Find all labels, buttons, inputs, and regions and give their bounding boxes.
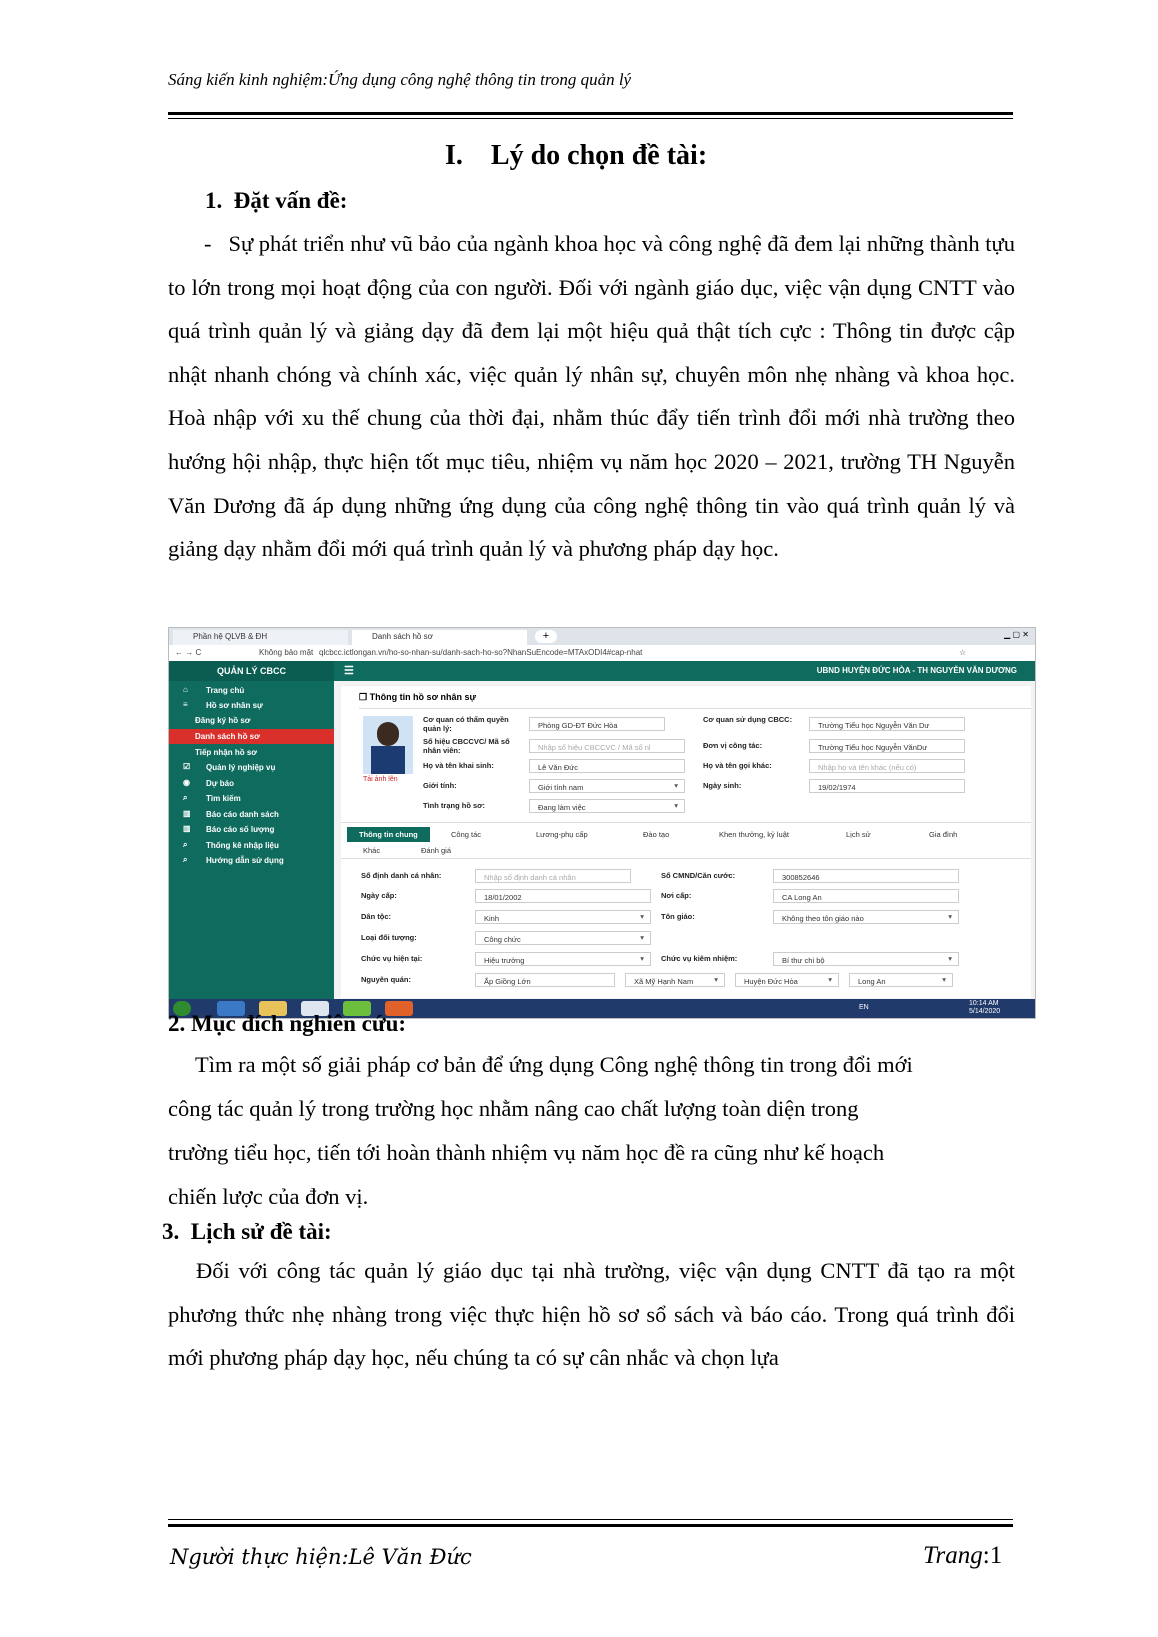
nav-forecast[interactable]: ◉ Dự báo xyxy=(183,778,235,788)
label-religion: Tôn giáo: xyxy=(661,912,695,921)
org-name[interactable]: UBND HUYỆN ĐỨC HÒA - TH NGUYỄN VĂN DƯƠNG xyxy=(816,666,1017,675)
label-birthdate: Ngày sinh: xyxy=(703,781,742,790)
label-issue-date: Ngày cấp: xyxy=(361,891,397,900)
header-rule xyxy=(168,112,1013,115)
chart-icon: ▥ xyxy=(183,824,191,833)
clock-date[interactable]: 5/14/2020 xyxy=(969,1008,1001,1015)
tab-history[interactable]: Lịch sử xyxy=(846,830,871,839)
paragraph-3: Đối với công tác quản lý giáo dục tại nhà trường, việc vận dụng CNTT đã tạo ra một phương thức nhẹ nhàng trong việc thực hiện hồ sơ sổ sách và báo cáo. Trong quá trình đổi mới phương pháp dạy học, nếu chúng ta có sự cân nhắc và chọn lựa xyxy=(168,1258,1015,1371)
folder-icon: ❐ xyxy=(359,692,370,702)
label-issue-place: Nơi cấp: xyxy=(661,891,692,900)
subsection-3-heading: 3. Lịch sử đề tài: xyxy=(162,1219,332,1244)
window-controls-icon[interactable]: ▁ ▢ ✕ xyxy=(1004,630,1029,639)
hometown-district-select[interactable]: Huyện Đức Hòa ▾ xyxy=(735,973,839,987)
running-header: Sáng kiến kinh nghiệm:Ứng dụng công nghệ thông tin trong quản lý xyxy=(168,70,632,89)
list-icon: ≡ xyxy=(183,700,188,709)
birthdate-input[interactable]: 19/02/1974 xyxy=(809,779,965,793)
fullname-input[interactable]: Lê Văn Đức xyxy=(529,759,685,773)
star-icon[interactable]: ☆ xyxy=(959,648,967,657)
browser-tabbar xyxy=(169,628,1035,645)
label-fullname: Họ và tên khai sinh: xyxy=(423,761,494,770)
nav-receive[interactable]: Tiếp nhận hồ sơ xyxy=(195,748,257,757)
label-agency: Cơ quan sử dụng CBCC: xyxy=(703,715,793,724)
othername-input[interactable]: Nhập họ và tên khác (nếu có) xyxy=(809,759,965,773)
ethnicity-select[interactable]: Kinh ▾ xyxy=(475,910,651,924)
label-concurrent: Chức vụ kiêm nhiệm: xyxy=(661,954,738,963)
status-select[interactable]: Đang làm việc ▾ xyxy=(529,799,685,813)
nav-records[interactable]: ≡ Hồ sơ nhân sự xyxy=(183,700,263,710)
id-card-input[interactable]: 300852646 xyxy=(773,869,959,883)
panel-title: ❐ Thông tin hồ sơ nhân sự xyxy=(359,692,476,702)
nav-register[interactable]: Đăng ký hồ sơ xyxy=(195,716,251,725)
label-status: Tình trạng hồ sơ: xyxy=(423,801,485,810)
check-icon: ☑ xyxy=(183,762,191,771)
footer-rule xyxy=(168,1524,1013,1527)
browser-tab-1[interactable]: Phần hệ QLVB & ĐH xyxy=(173,630,348,645)
tab-training[interactable]: Đào tạo xyxy=(643,830,670,839)
tab-evaluation[interactable]: Đánh giá xyxy=(421,846,452,855)
forecast-icon: ◉ xyxy=(183,778,190,787)
nav-arrows-icon[interactable]: ← → C xyxy=(175,648,202,657)
label-othername: Họ và tên gọi khác: xyxy=(703,761,772,770)
nav-business[interactable]: ☑ Quản lý nghiệp vụ xyxy=(183,762,276,772)
tab-salary[interactable]: Lương-phụ cấp xyxy=(536,830,588,839)
home-icon: ⌂ xyxy=(183,685,188,694)
tab-family[interactable]: Gia đình xyxy=(929,830,958,839)
label-gender: Giới tính: xyxy=(423,781,457,790)
footer-author: Người thực hiện:Lê Văn Đức xyxy=(170,1545,472,1569)
label-ethnicity: Dân tộc: xyxy=(361,912,391,921)
header-rule-thin xyxy=(168,118,1013,119)
subsection-2-heading: 2. Mục đích nghiên cứu: xyxy=(168,1011,407,1036)
issue-place-input[interactable]: CA Long An xyxy=(773,889,959,903)
gender-select[interactable]: Giới tính nam ▾ xyxy=(529,779,685,793)
issue-date-input[interactable]: 18/01/2002 xyxy=(475,889,651,903)
security-label: Không bảo mật xyxy=(259,648,314,657)
url-text[interactable]: qlcbcc.ictlongan.vn/ho-so-nhan-su/danh-sach-ho-so?NhanSuEncode=MTAxODI4#cap-nhat xyxy=(319,648,643,657)
label-id-card: Số CMND/Căn cước: xyxy=(661,871,736,880)
object-type-select[interactable]: Công chức ▾ xyxy=(475,931,651,945)
stats-icon: ⌕ xyxy=(183,840,188,849)
nav-report-count[interactable]: ▥ Báo cáo số lượng xyxy=(183,824,275,834)
address-bar[interactable] xyxy=(169,645,1035,662)
menu-icon[interactable]: ☰ xyxy=(344,665,354,677)
label-hometown: Nguyên quán: xyxy=(361,975,411,984)
authority-field[interactable]: Phòng GD-ĐT Đức Hòa xyxy=(529,717,665,731)
clock-time[interactable]: 10:14 AM xyxy=(969,1000,999,1007)
tab-work[interactable]: Công tác xyxy=(451,830,482,839)
hometown-province-select[interactable]: Long An ▾ xyxy=(849,973,953,987)
language-indicator[interactable]: EN xyxy=(859,1004,869,1011)
unit-field[interactable]: Trường Tiểu học Nguyễn VănDư xyxy=(809,739,965,753)
app-topbar xyxy=(334,661,1035,681)
page-label: Trang xyxy=(923,1542,983,1569)
section-heading: I. Lý do chọn đề tài: xyxy=(445,140,708,171)
tab-other[interactable]: Khác xyxy=(363,846,381,855)
paragraph-1: - Sự phát triển như vũ bảo của ngành khoa học và công nghệ đã đem lại những thành tựu to lớn trong mọi hoạt động của con người. Đối với ngành giáo dục, việc vận dụng CNTT vào quá trình quản lý và giảng dạy đã đem lại một hiệu quả thật tích cực : Thông tin được cập nhật nhanh chóng và chính xác, việc quản lý nhân sự, chuyên môn nhẹ nhàng và khoa học. Hoà nhập với xu thế chung của thời đại, nhằm thúc đẩy tiến trình đổi mới nhà trường theo hướng hội nhập, thực hiện tốt mục tiêu, nhiệm vụ năm học 2020 – 2021, trường TH Nguyễn Văn Dương đã áp dụng những ứng dụng của công nghệ thông tin vào quá trình quản lý và giảng dạy nhằm đổi mới quá trình quản lý và phương pháp dạy học. xyxy=(168,231,1015,562)
search-icon: ⌕ xyxy=(183,793,188,802)
nav-home[interactable]: ⌂ Trang chủ xyxy=(183,685,245,695)
label-staff-id: Số hiệu CBCCVC/ Mã số nhân viên: xyxy=(423,737,510,755)
tab-rewards[interactable]: Khen thưởng, kỷ luật xyxy=(719,830,789,839)
agency-field[interactable]: Trường Tiểu học Nguyễn Văn Dư xyxy=(809,717,965,731)
label-position: Chức vụ hiện tại: xyxy=(361,954,423,963)
paragraph-2-line-4: chiến lược của đơn vị. xyxy=(168,1184,369,1209)
nav-report-list[interactable]: ▥ Báo cáo danh sách xyxy=(183,809,279,819)
app-sidebar xyxy=(169,661,334,999)
report-icon: ▥ xyxy=(183,809,191,818)
profile-photo[interactable] xyxy=(363,716,413,774)
paragraph-2-line-1: Tìm ra một số giải pháp cơ bản để ứng dụng Công nghệ thông tin trong đổi mới xyxy=(195,1052,913,1077)
nav-help[interactable]: ⌕ Hướng dẫn sử dụng xyxy=(183,855,284,865)
label-unit: Đơn vị công tác: xyxy=(703,741,763,750)
personal-id-input[interactable]: Nhập số định danh cá nhân xyxy=(475,869,631,883)
label-authority: Cơ quan có thẩm quyền quản lý: xyxy=(423,715,509,733)
tab-general[interactable]: Thông tin chung xyxy=(347,827,430,842)
concurrent-select[interactable]: Bí thư chi bộ ▾ xyxy=(773,952,959,966)
nav-stats[interactable]: ⌕ Thống kê nhập liệu xyxy=(183,840,279,850)
staff-id-input[interactable]: Nhập số hiệu CBCCVC / Mã số nl xyxy=(529,739,685,753)
nav-search[interactable]: ⌕ Tìm kiếm xyxy=(183,793,241,803)
page-number: :1 xyxy=(982,1542,1003,1569)
hometown-commune-select[interactable]: Xã Mỹ Hạnh Nam ▾ xyxy=(625,973,725,987)
footer-page xyxy=(923,1542,1002,1570)
label-personal-id: Số định danh cá nhân: xyxy=(361,871,442,880)
upload-photo-link[interactable]: Tải ảnh lên xyxy=(363,776,398,783)
label-object-type: Loại đối tượng: xyxy=(361,933,417,942)
nav-record-list[interactable]: Danh sách hồ sơ xyxy=(169,729,334,744)
paragraph-2-line-2: công tác quản lý trong trường học nhằm nâng cao chất lượng toàn diện trong xyxy=(168,1096,859,1121)
app-title: QUẢN LÝ CBCC xyxy=(169,661,334,681)
subsection-1-heading: 1. Đặt vấn đề: xyxy=(205,188,348,213)
embedded-screenshot xyxy=(168,627,1036,1019)
help-icon: ⌕ xyxy=(183,855,188,864)
religion-select[interactable]: Không theo tôn giáo nào ▾ xyxy=(773,910,959,924)
browser-tab-2[interactable]: Danh sách hồ sơ xyxy=(352,630,527,645)
footer-rule-thin xyxy=(168,1519,1013,1520)
position-select[interactable]: Hiệu trưởng ▾ xyxy=(475,952,651,966)
hometown-hamlet-input[interactable]: Ấp Giồng Lớn xyxy=(475,973,615,987)
record-panel xyxy=(341,686,1031,998)
new-tab-icon[interactable]: + xyxy=(535,630,557,643)
paragraph-2-line-3: trường tiểu học, tiến tới hoàn thành nhiệm vụ năm học đề ra cũng như kế hoạch xyxy=(168,1140,885,1165)
